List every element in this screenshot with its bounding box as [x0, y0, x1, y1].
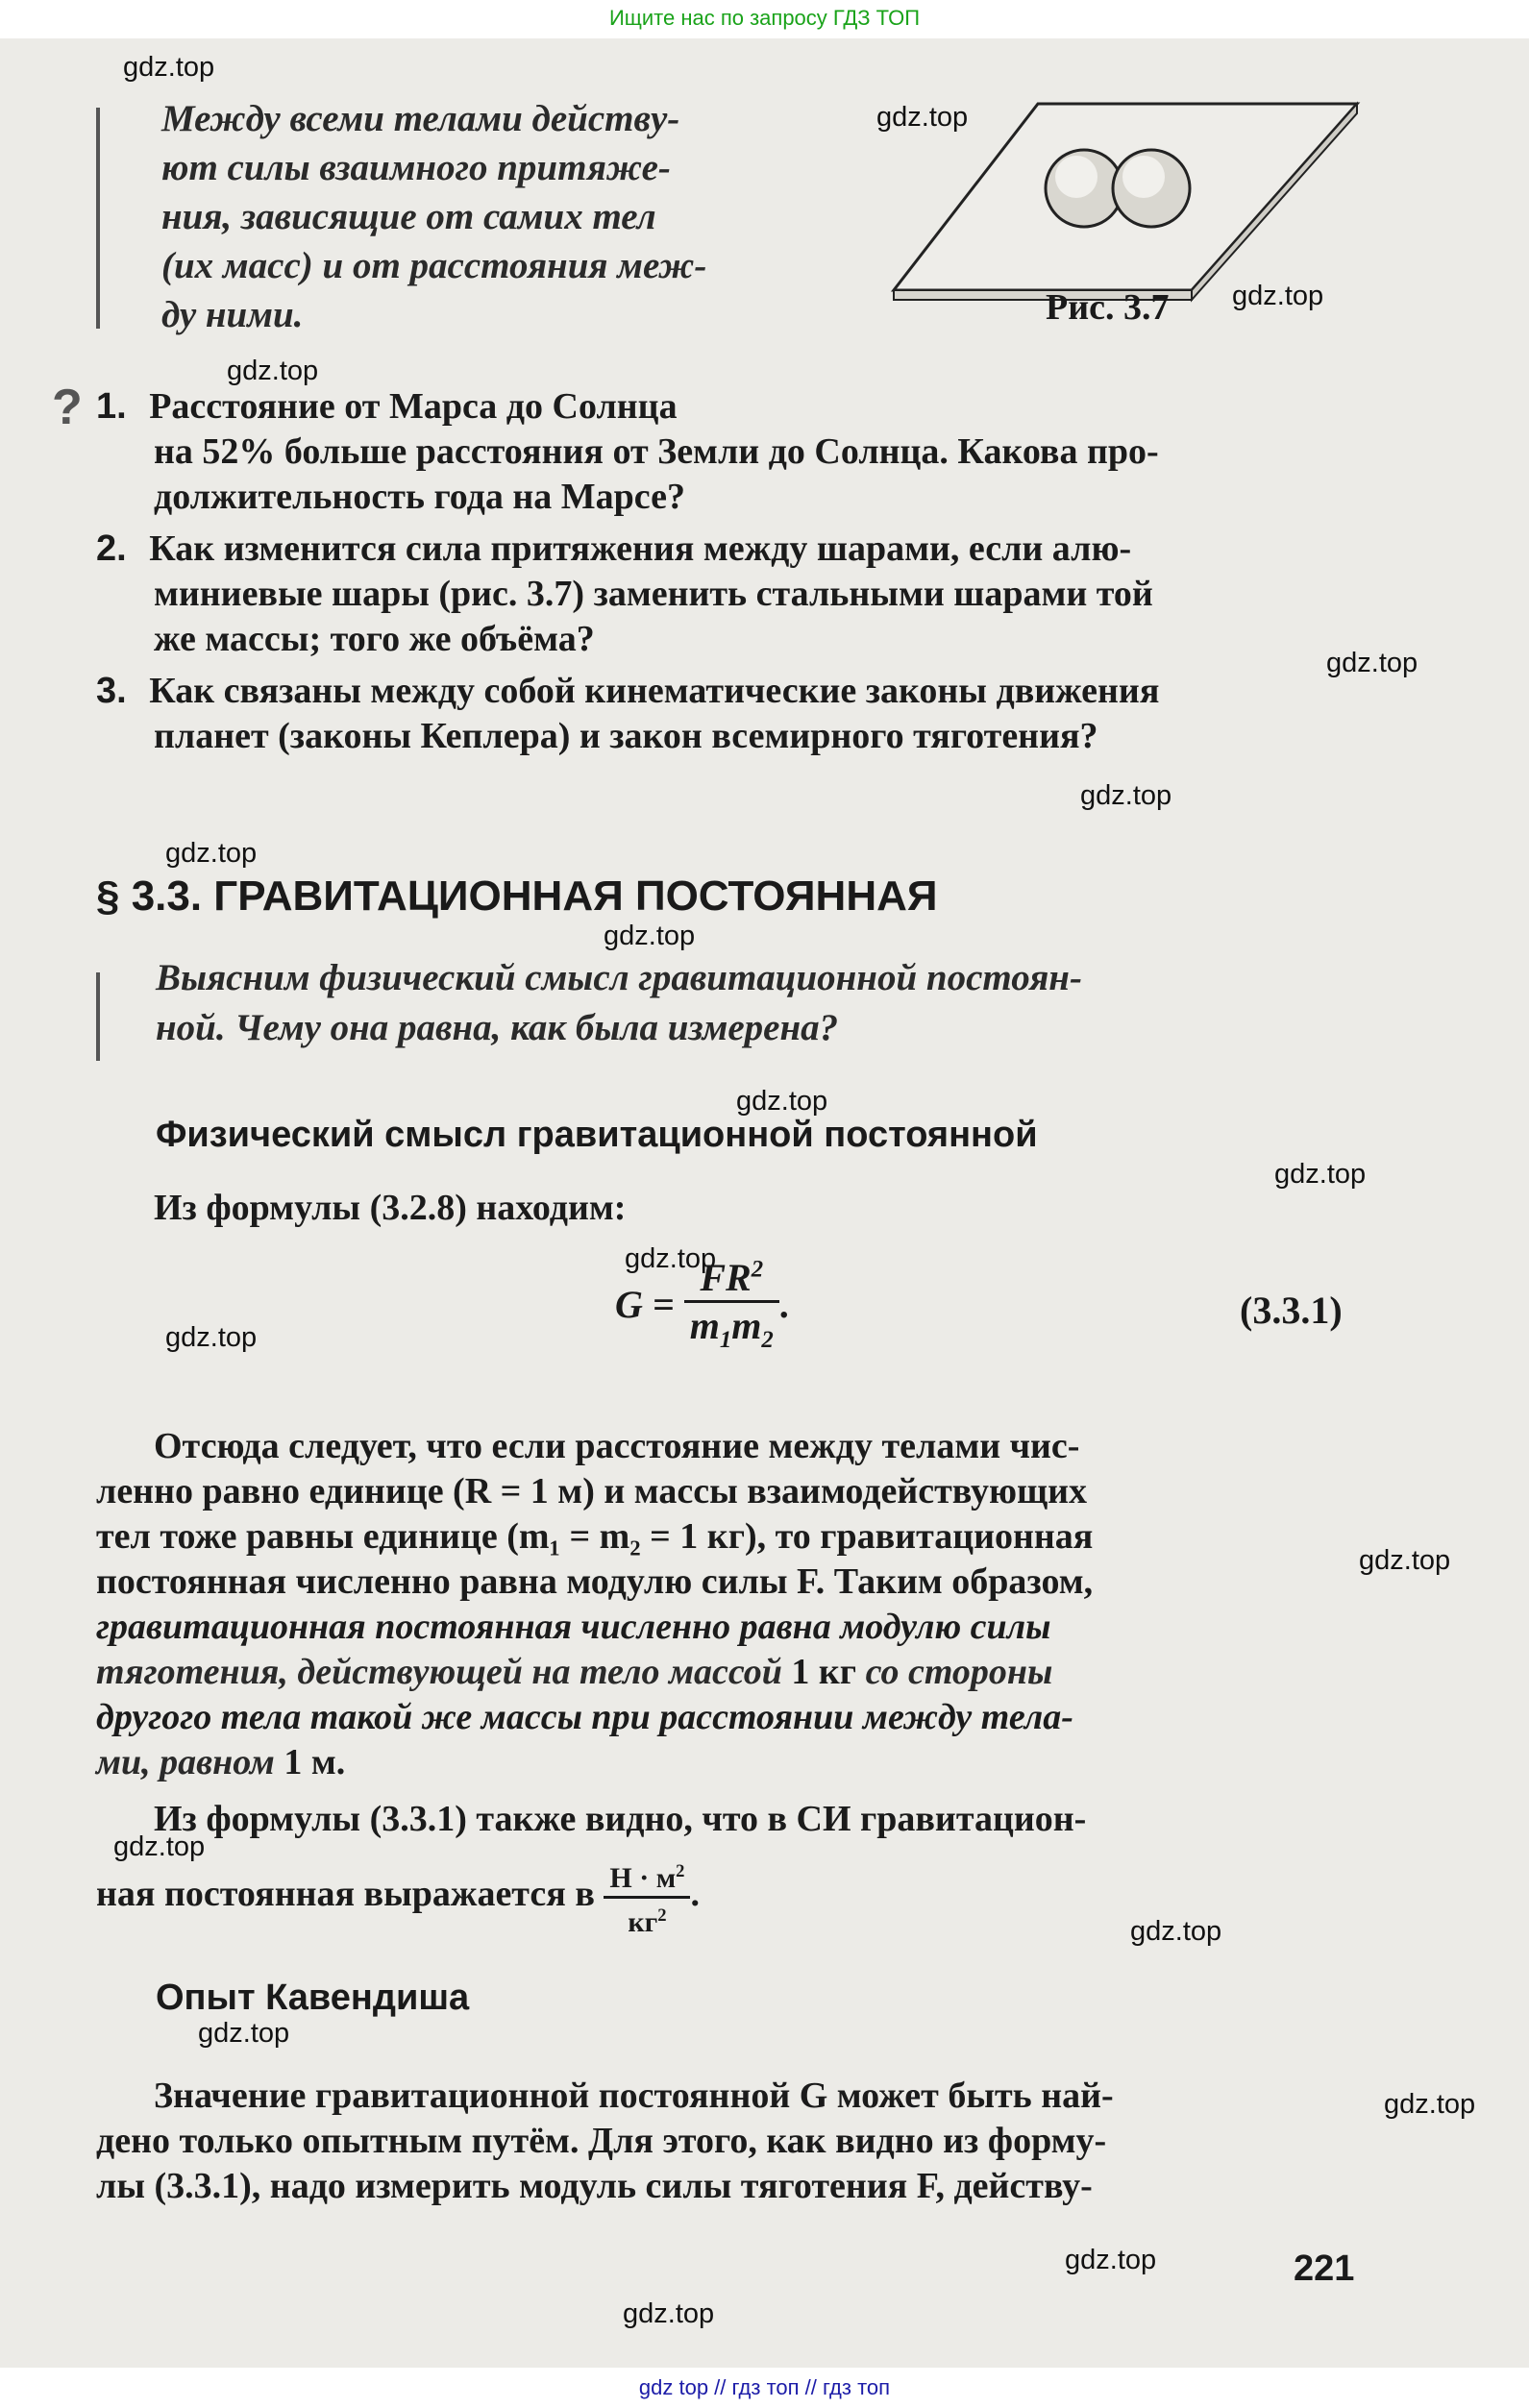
watermark: gdz.top: [198, 2018, 290, 2049]
formula-den-m1: m: [689, 1304, 720, 1347]
paragraph-italic: тяготения, действующей на тело массой: [96, 1652, 792, 1692]
section-intro-line: Выясним физический смысл гравитационной постоян-: [156, 957, 1082, 998]
watermark: gdz.top: [623, 2298, 715, 2329]
formula-numerator: [684, 1255, 779, 1303]
bottom-banner-text: gdz top // гдз топ // гдз топ: [638, 2375, 891, 2399]
intro-line: (их масс) и от расстояния меж-: [161, 245, 707, 286]
paragraph-line: ленно равно единице (R = 1 м) и массы взаимодействующих: [96, 1471, 1087, 1511]
formula-den-sub1: 1: [719, 1327, 732, 1353]
paragraph-upright: 1 м.: [284, 1742, 346, 1782]
intro-line: ния, зависящие от самих тел: [161, 196, 656, 237]
unit-den-text: кг: [628, 1906, 658, 1938]
paragraph-line-with-unit: [96, 1855, 1365, 1940]
formula-label: (3.3.1): [1240, 1289, 1343, 1332]
page-number: 221: [1294, 2248, 1355, 2289]
question-text: же массы; того же объёма?: [154, 619, 595, 659]
watermark: gdz.top: [604, 921, 696, 951]
watermark: gdz.top: [1274, 1159, 1367, 1190]
unit-den-exp: 2: [657, 1905, 667, 1926]
paragraph-line: постоянная численно равна модулю силы F. Таким образом,: [96, 1561, 1094, 1602]
watermark: gdz.top: [1130, 1916, 1222, 1947]
unit-num-text: Н · м: [609, 1862, 677, 1894]
watermark: gdz.top: [1065, 2245, 1157, 2275]
paragraph-line: Из формулы (3.3.1) также видно, что в СИ гравитацион-: [154, 1799, 1087, 1839]
question-text: планет (законы Кеплера) и закон всемирного тяготения?: [154, 716, 1098, 756]
formula-3-3-1: [615, 1255, 789, 1354]
paragraph-line: Отсюда следует, что если расстояние между телами чис-: [154, 1426, 1080, 1466]
watermark: gdz.top: [1080, 780, 1172, 811]
watermark: gdz.top: [1326, 648, 1418, 678]
formula-tail: .: [778, 1283, 789, 1326]
watermark: gdz.top: [113, 1831, 206, 1862]
top-banner: [0, 0, 1529, 38]
subheading-physical-meaning: Физический смысл гравитационной постоянной: [156, 1115, 1038, 1155]
top-banner-text: Ищите нас по запросу ГДЗ ТОП: [608, 6, 921, 30]
watermark: gdz.top: [625, 1243, 717, 1274]
formula-den-m2: m: [731, 1304, 762, 1347]
question-text: миниевые шары (рис. 3.7) заменить стальными шарами той: [154, 574, 1153, 614]
paragraph-line: гравитационная постоянная численно равна модулю силы: [96, 1607, 1051, 1647]
intro-line: ют силы взаимного притяже-: [161, 147, 671, 188]
paragraph-line: лы (3.3.1), надо измерить модуль силы тяготения F, действу-: [96, 2166, 1093, 2206]
formula-den-sub2: 2: [761, 1327, 774, 1353]
question-number: 2.: [96, 528, 127, 569]
paragraph-line: тел тоже равны единице (m₁ = m₂ = 1 кг), то гравитационная: [96, 1516, 1094, 1557]
paragraph-upright: 1 кг: [791, 1652, 857, 1692]
paragraph-line: Значение гравитационной постоянной G может быть най-: [154, 2076, 1114, 2116]
question-2: [96, 527, 1365, 572]
watermark: gdz.top: [876, 102, 969, 133]
unit-numerator: [604, 1855, 690, 1899]
watermark: gdz.top: [736, 1086, 828, 1117]
formula-fraction: [684, 1255, 779, 1354]
paragraph-line: [96, 1650, 1365, 1695]
figure-caption: Рис. 3.7: [1046, 287, 1170, 328]
intro-box: [161, 94, 853, 339]
unit-fraction: [604, 1855, 690, 1940]
formula-num-text: FR: [700, 1256, 752, 1299]
paragraph-tail: .: [690, 1874, 700, 1915]
paragraph-italic: со стороны: [856, 1652, 1053, 1692]
unit-num-exp: 2: [676, 1861, 685, 1881]
paragraph-italic: ми, равном: [96, 1742, 284, 1782]
unit-denominator: [604, 1899, 690, 1940]
question-text: Как изменится сила притяжения между шарами, если алю-: [149, 528, 1132, 569]
watermark: gdz.top: [227, 356, 319, 386]
question-1: [96, 384, 1365, 430]
question-mark-icon: ?: [52, 380, 83, 435]
formula-lhs: G =: [615, 1283, 684, 1326]
formula-denominator: [684, 1303, 779, 1354]
intro-line: ду ними.: [161, 294, 304, 335]
section-intro-line: ной. Чему она равна, как была измерена?: [156, 1007, 839, 1048]
watermark: gdz.top: [1232, 281, 1324, 311]
bottom-banner: [0, 2368, 1529, 2408]
watermark: gdz.top: [1384, 2089, 1476, 2120]
subheading-cavendish: Опыт Кавендиша: [156, 1978, 470, 2018]
section-title: § 3.3. ГРАВИТАЦИОННАЯ ПОСТОЯННАЯ: [96, 872, 938, 920]
intro-line: Между всеми телами действу-: [161, 98, 680, 139]
question-number: 1.: [96, 386, 127, 427]
paragraph-line: дено только опытным путём. Для этого, как видно из форму-: [96, 2121, 1107, 2161]
figure-plate-with-balls: [884, 96, 1365, 307]
watermark: gdz.top: [165, 1322, 258, 1353]
question-text: Как связаны между собой кинематические законы движения: [149, 671, 1160, 711]
watermark: gdz.top: [165, 838, 258, 869]
question-number: 3.: [96, 671, 127, 711]
paragraph-line: [96, 1740, 1365, 1785]
formula-num-exp: 2: [751, 1256, 764, 1283]
section-intro-rule: [96, 972, 100, 1061]
section-intro: [156, 953, 1367, 1053]
paragraph-text: ная постоянная выражается в: [96, 1874, 604, 1915]
formula-intro: Из формулы (3.2.8) находим:: [154, 1188, 627, 1228]
watermark: gdz.top: [1359, 1545, 1451, 1576]
question-3: [96, 669, 1365, 714]
textbook-page: [0, 38, 1529, 2368]
question-text: Расстояние от Марса до Солнца: [149, 386, 678, 427]
watermark: gdz.top: [123, 52, 215, 83]
question-text: на 52% больше расстояния от Земли до Солнца. Какова про-: [154, 431, 1159, 472]
paragraph-line: другого тела такой же массы при расстоянии между тела-: [96, 1697, 1073, 1737]
question-text: должительность года на Марсе?: [154, 477, 685, 517]
intro-rule: [96, 108, 100, 329]
